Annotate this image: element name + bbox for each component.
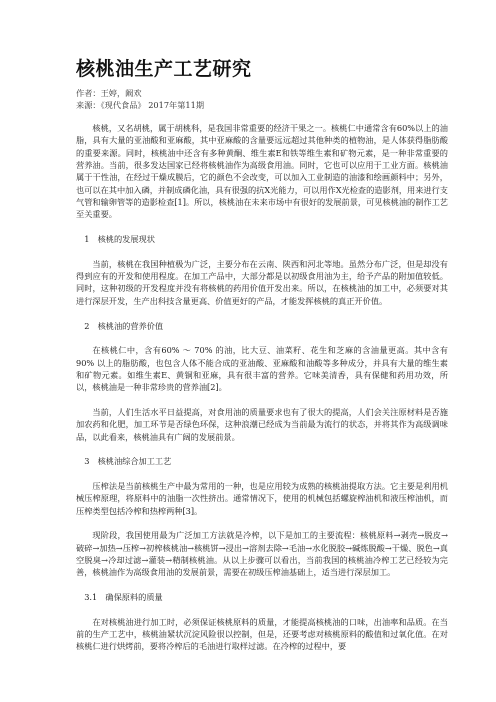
intro-paragraph: 核桃，又名胡桃，属于胡桃科，是我国非常重要的经济干果之一。核桃仁中通常含有60%以上的油脂，具有大量的亚油酸和亚麻酸，其中亚麻酸的含量要远远超过其他种类的植物油，是人体获得脂肪酸的重要来源。同时，核桃油中还含有多种黄酮、维生素E和铁等维生素和矿物元素，是一种非常重要的营养油。当前，很多发达国家已经将核桃油作为高级食用油。同时，它也可以应用于工业方面。核桃油属于干性油，在经过干燥成膜后，它的颜色不会改变，可以加入工业制造的油漆和绘画颜料中；另外，也可以在其中加入磷，并制成磷化油，具有很强的抗X光能力，可以用作X光检查的造影剂，用来进行支气管和输卵管等的造影检查[1]。所以，核桃油在未来市场中有很好的发展前景，可见核桃油的制作工艺至关重要。 bbox=[76, 123, 448, 220]
section-heading-3: 3 核桃油综合加工工艺 bbox=[84, 456, 172, 467]
section-1-paragraph-1: 当前，核桃在我国种植极为广泛，主要分布在云南、陕西和河北等地。虽然分布广泛，但是却没有得到应有的开发和使用程度。在加工产品中，大部分都是以初级食用油为主，给予产品的附加值较低。同时，这种初级的开发程度并没有将核桃的药用价值开发出来。所以，在核桃油的加工中，必须要对其进行深层开发，生产出科技含量更高、价值更好的产品，才能发挥核桃的真正开价值。 bbox=[76, 258, 448, 306]
spacer bbox=[76, 332, 448, 344]
author-line: 作者：王婷，阚欢 bbox=[76, 88, 142, 98]
spacer bbox=[76, 468, 448, 480]
section-3-1-paragraph-1: 在对核桃油进行加工时，必须保证核桃原料的质量，才能提高核桃油的口味，出油率和品质。在当前的生产工艺中，核桃油紧状沉淀风险很以控制，但是，还要考虑对核桃原料的酸值和过氧化值。在对核桃仁进行烘烤前，要将冷榨后的毛油进行取样过滤。在冷榨的过程中，要 bbox=[76, 616, 448, 652]
section-heading-2: 2 核桃油的营养价值 bbox=[84, 320, 164, 331]
spacer bbox=[76, 579, 448, 591]
spacer bbox=[76, 394, 448, 406]
section-2-paragraph-2: 当前，人们生活水平日益提高，对食用油的质量要求也有了很大的提高，人们会关注原材料是否施加农药和化肥，加工环节是否绿色环保，这种浪潮已经成为当前最为流行的状态，并将其作为高级调味品，以此看来，核桃油具有广阔的发展前景。 bbox=[76, 406, 448, 442]
article-title: 核桃油生产工艺研究 bbox=[76, 58, 252, 80]
spacer bbox=[76, 111, 448, 122]
source-line: 来源：《现代食品》 2017年第11期 bbox=[76, 99, 205, 110]
section-3-paragraph-2: 现阶段，我国使用最为广泛加工方法就是冷榨，以下是加工的主要流程：核桃原料→剥壳→脱皮→破碎→加热→压榨→初榨核桃油→核桃饼→浸出→溶剂去除→毛油→水化脱胶→碱炼脱酸→干燥、脱色→真空脱臭→冷却过滤→灌装→精制核桃油。从以上步骤可以看出，当前我国的核桃油冷榨工艺已经较为完善，核桃油作为高级食用油的发展前景，需要在初级压榨油基础上，适当进行深层加工。 bbox=[76, 530, 448, 578]
spacer bbox=[76, 245, 448, 257]
spacer bbox=[76, 221, 448, 233]
spacer bbox=[76, 517, 448, 529]
section-heading-1: 1 核桃的发展现状 bbox=[84, 234, 155, 245]
spacer bbox=[76, 443, 448, 455]
section-3-paragraph-1: 压榨法是当前核桃生产中最为常用的一种，也是应用较为成熟的核桃油提取方法。它主要是利用机械压榨原理，将原料中的油脂一次性挤出。通常情况下，使用的机械包括螺旋榨油机和液压榨油机，而压榨类型包括冷榨和热榨两种[3]。 bbox=[76, 480, 448, 516]
section-2-paragraph-1: 在核桃仁中，含有60% ～ 70% 的油，比大豆、油菜籽、花生和芝麻的含油量更高。其中含有90% 以上的脂肪酸，也包含人体不能合成的亚油酸、亚麻酸和油酸等多种成分，并具有大量的维生素和矿物元素。如维生素E、黄铜和亚麻，具有很丰富的营养。它味美清香，具有保健和药用功效，所以，核桃油是一种非常珍贵的营养油[2]。 bbox=[76, 345, 448, 393]
section-heading-3-1: 3.1 确保原料的质量 bbox=[84, 592, 163, 603]
spacer bbox=[76, 603, 448, 615]
spacer bbox=[76, 307, 448, 319]
